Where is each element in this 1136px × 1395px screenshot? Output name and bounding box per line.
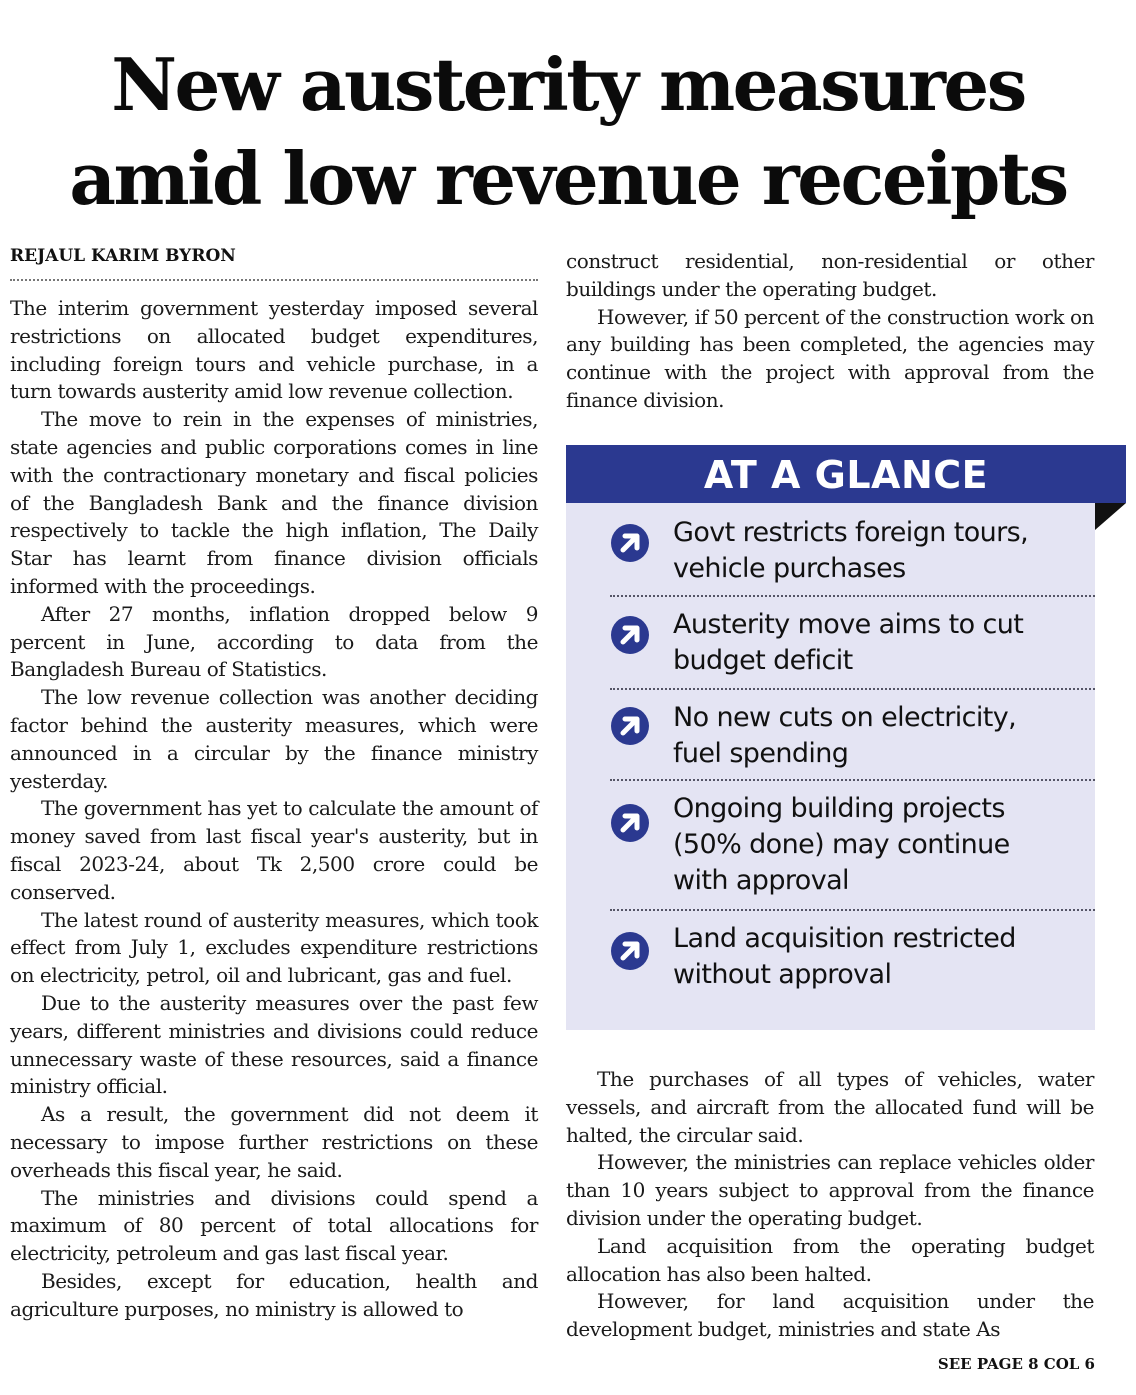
article-column-right-bottom <box>566 1066 1094 1344</box>
paragraph: Besides, except for education, health and agriculture purposes, no ministry is allowed to <box>10 1268 538 1321</box>
arrow-up-right-circle-icon <box>610 803 650 843</box>
paragraph: The ministries and divisions could spend a maximum of 80 percent of total allocations for electricity, petroleum and gas last fiscal year. <box>10 1185 538 1266</box>
paragraph: The move to rein in the expenses of ministries, state agencies and public corporations comes in line with the contractionary monetary and fiscal policies of the Bangladesh Bank and the finance division respectively to tackle the high inflation, The Daily Star has learnt from finance division officials informed with the proceedings. <box>10 407 538 598</box>
paragraph: As a result, the government did not deem it necessary to impose further restrictions on these overheads this fiscal year, he said. <box>10 1102 538 1182</box>
arrow-up-right-circle-icon <box>610 931 650 971</box>
continuation-jump[interactable]: SEE PAGE 8 COL 6 <box>937 1355 1095 1373</box>
at-a-glance-list <box>566 503 1095 1030</box>
glance-item-text: Land acquisition restricted without approval <box>673 923 1016 990</box>
headline-line-1: New austerity measures <box>111 42 1025 127</box>
paragraph: The low revenue collection was another deciding factor behind the austerity measures, which were announced in a circular by the finance ministry yesterday. <box>10 685 538 793</box>
glance-divider <box>610 909 1095 911</box>
headline-line-2: amid low revenue receipts <box>69 136 1067 221</box>
glance-divider <box>610 688 1095 690</box>
paragraph: The latest round of austerity measures, which took effect from July 1, excludes expenditure restrictions on electricity, petrol, oil and lubricant, gas and fuel. <box>10 907 538 988</box>
glance-divider <box>610 779 1095 781</box>
paragraph: Land acquisition from the operating budget allocation has also been halted. <box>566 1233 1094 1286</box>
paragraph: The purchases of all types of vehicles, water vessels, and aircraft from the allocated fund will be halted, the circular said. <box>566 1067 1094 1147</box>
paragraph: However, if 50 percent of the construction work on any building has been completed, the agencies may continue with the project with approval from the finance division. <box>566 304 1094 412</box>
arrow-up-right-circle-icon <box>610 523 650 563</box>
paragraph: After 27 months, inflation dropped below 9 percent in June, according to data from the Bangladesh Bureau of Statistics. <box>10 601 538 682</box>
arrow-up-right-circle-icon <box>610 615 650 655</box>
article-column-left <box>10 295 538 1323</box>
header-fold-corner <box>1095 503 1126 530</box>
paragraph: The interim government yesterday imposed several restrictions on allocated budget expenditures, including foreign tours and vehicle purchase, in a turn towards austerity amid low revenue collection. <box>10 296 538 404</box>
glance-item-text: Austerity move aims to cut budget deficit <box>673 609 1024 676</box>
at-a-glance-title: AT A GLANCE <box>566 445 1126 503</box>
paragraph: The government has yet to calculate the amount of money saved from last fiscal year's austerity, but in fiscal 2023-24, about Tk 2,500 crore could be conserved. <box>10 796 538 904</box>
paragraph: However, the ministries can replace vehicles older than 10 years subject to approval from the finance division under the operating budget. <box>566 1150 1094 1230</box>
paragraph: However, for land acquisition under the development budget, ministries and state As <box>566 1289 1094 1342</box>
glance-divider <box>610 595 1095 597</box>
paragraph: construct residential, non-residential or other buildings under the operating budget. <box>566 249 1094 301</box>
glance-item-text: Govt restricts foreign tours, vehicle purchases <box>673 517 1029 584</box>
article-column-right-top <box>566 248 1094 415</box>
arrow-up-right-circle-icon <box>610 706 650 746</box>
headline <box>0 38 1136 226</box>
glance-item-text: No new cuts on electricity, fuel spending <box>673 702 1017 769</box>
glance-item-text: Ongoing building projects (50% done) may continue with approval <box>673 793 1010 896</box>
paragraph: Due to the austerity measures over the past few years, different ministries and divisions could reduce unnecessary waste of these resources, said a finance ministry official. <box>10 990 538 1099</box>
byline: REJAUL KARIM BYRON <box>10 246 236 266</box>
byline-divider <box>10 279 538 281</box>
